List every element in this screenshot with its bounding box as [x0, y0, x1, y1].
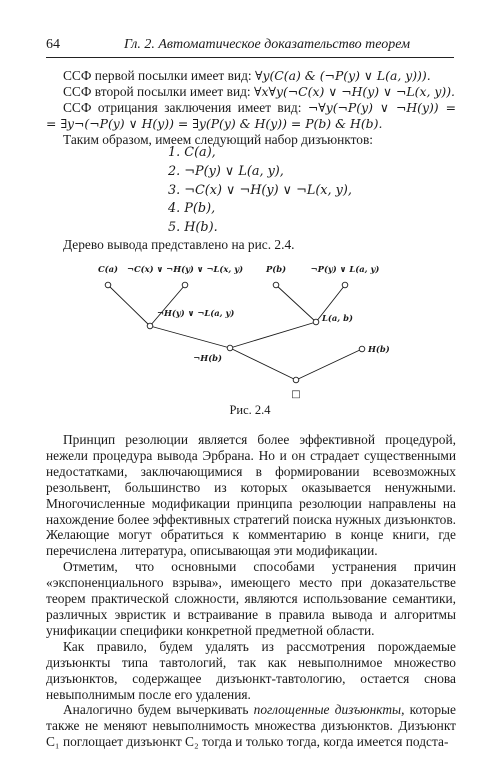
label-resolvent1: ¬H(y) ∨ ¬L(a, y)	[157, 308, 235, 318]
page-number: 64	[46, 37, 60, 52]
paragraph-2: Отметим, что основными способами устранения причин «экспоненциального взрыва», имеющего место при доказательстве теорем практической сложности, являются использование семантики, различных эвристик и встраивание в правила вывода и алгоритмы унификации специфики конкретной предметной области.	[46, 559, 456, 638]
edge-pb-lab	[276, 285, 316, 322]
edge-ca-r1	[108, 285, 150, 326]
clause-2: 2. ¬P(y) ∨ L(a, y),	[168, 163, 284, 179]
body-text	[46, 432, 456, 750]
node-resolvent1	[147, 323, 153, 329]
clause-set-intro: Таким образом, имеем следующий набор дизъюнктов:	[63, 131, 374, 147]
label-neg-hb: ¬H(b)	[193, 353, 222, 363]
node-lab	[313, 319, 319, 325]
paragraph-1: Принцип резолюции является более эффективной процедурой, нежели процедура вывода Эрбрана. Но и он страдает существенными недостатками, заключающимися в формировании всевозможных резольвент, большинство из которых оказывается ненужными. Многочисленные модификации принципа резолюции направлены на нахождение более эффективных стратегий поиска нужных дизъюнктов. Желающие могут обратиться к комментарию в конце книги, где перечислена литература, описывающая эти модификации.	[46, 432, 456, 559]
subsumed-clauses-term: поглощенные дизъюнкты	[253, 702, 402, 718]
node-ca	[105, 282, 111, 288]
paragraph-4-start: Аналогично будем вычеркивать	[63, 702, 254, 718]
negation-formula-cont: = ∃y¬(¬P(y) ∨ H(y)) = ∃y(P(y) & H(y)) = P(b) & H(b).	[46, 115, 383, 131]
tree-edges	[108, 285, 362, 380]
figure-caption: Рис. 2.4	[229, 403, 271, 417]
node-hb	[359, 346, 365, 352]
premise-1-formula: ∀y(C(a) & (¬P(y) ∨ L(a, y))).	[254, 68, 431, 83]
label-clause2: ¬P(y) ∨ L(a, y)	[310, 264, 380, 274]
clause-5: 5. H(b).	[168, 220, 218, 236]
label-lab: L(a, b)	[322, 313, 353, 323]
edge-nhb-empty	[230, 348, 296, 380]
label-clause3: ¬C(x) ∨ ¬H(y) ∨ ¬L(x, y)	[126, 264, 244, 274]
tree-intro: Дерево вывода представлено на рис. 2.4.	[63, 237, 295, 252]
label-pb: P(b)	[265, 264, 287, 274]
node-empty	[293, 377, 299, 383]
chapter-title: Гл. 2. Автоматическое доказательство теорем	[124, 37, 411, 52]
paragraph-4-rest: , которые также не меняют невыполнимость множества дизъюнктов. Дизъюнкт C₁ поглощает дизъюнкт C₂ тогда и только тогда, когда имеется подста-	[46, 702, 456, 750]
premise-2-formula: ∀x∀y(¬C(x) ∨ ¬H(y) ∨ ¬L(x, y)).	[254, 83, 455, 99]
negation-label: ССФ отрицания заключения имеет вид:	[63, 99, 308, 115]
premise-2-label: ССФ второй посылки имеет вид:	[63, 83, 254, 99]
premise-1-label: ССФ первой посылки имеет вид:	[63, 68, 255, 83]
clause-4: 4. P(b),	[168, 201, 216, 217]
label-empty-clause: □	[291, 389, 301, 400]
clause-3: 3. ¬C(x) ∨ ¬H(y) ∨ ¬L(x, y),	[168, 182, 352, 198]
paragraph-4	[46, 702, 456, 750]
clause-1: 1. C(a),	[168, 145, 216, 160]
edge-c3-r1	[150, 285, 185, 326]
edge-r1-nhb	[150, 326, 230, 348]
edge-lab-nhb	[230, 322, 316, 348]
node-neg-hb	[227, 345, 233, 351]
paragraph-3: Как правило, будем удалять из рассмотрения порождаемые дизъюнкты типа тавтологий, так как невыполнимое множество дизъюнктов, содержащее дизъюнкт-тавтологию, остается снова невыполнимым после его удаления.	[46, 638, 456, 702]
tree-nodes	[105, 282, 365, 383]
label-hb: H(b)	[368, 344, 390, 354]
node-clause2	[342, 282, 348, 288]
node-pb	[273, 282, 279, 288]
node-clause3	[182, 282, 188, 288]
negation-formula: ¬∀y(¬P(y) ∨ ¬H(y)) =	[307, 99, 456, 115]
label-ca: C(a)	[97, 264, 119, 274]
edge-hb-empty	[296, 349, 362, 380]
